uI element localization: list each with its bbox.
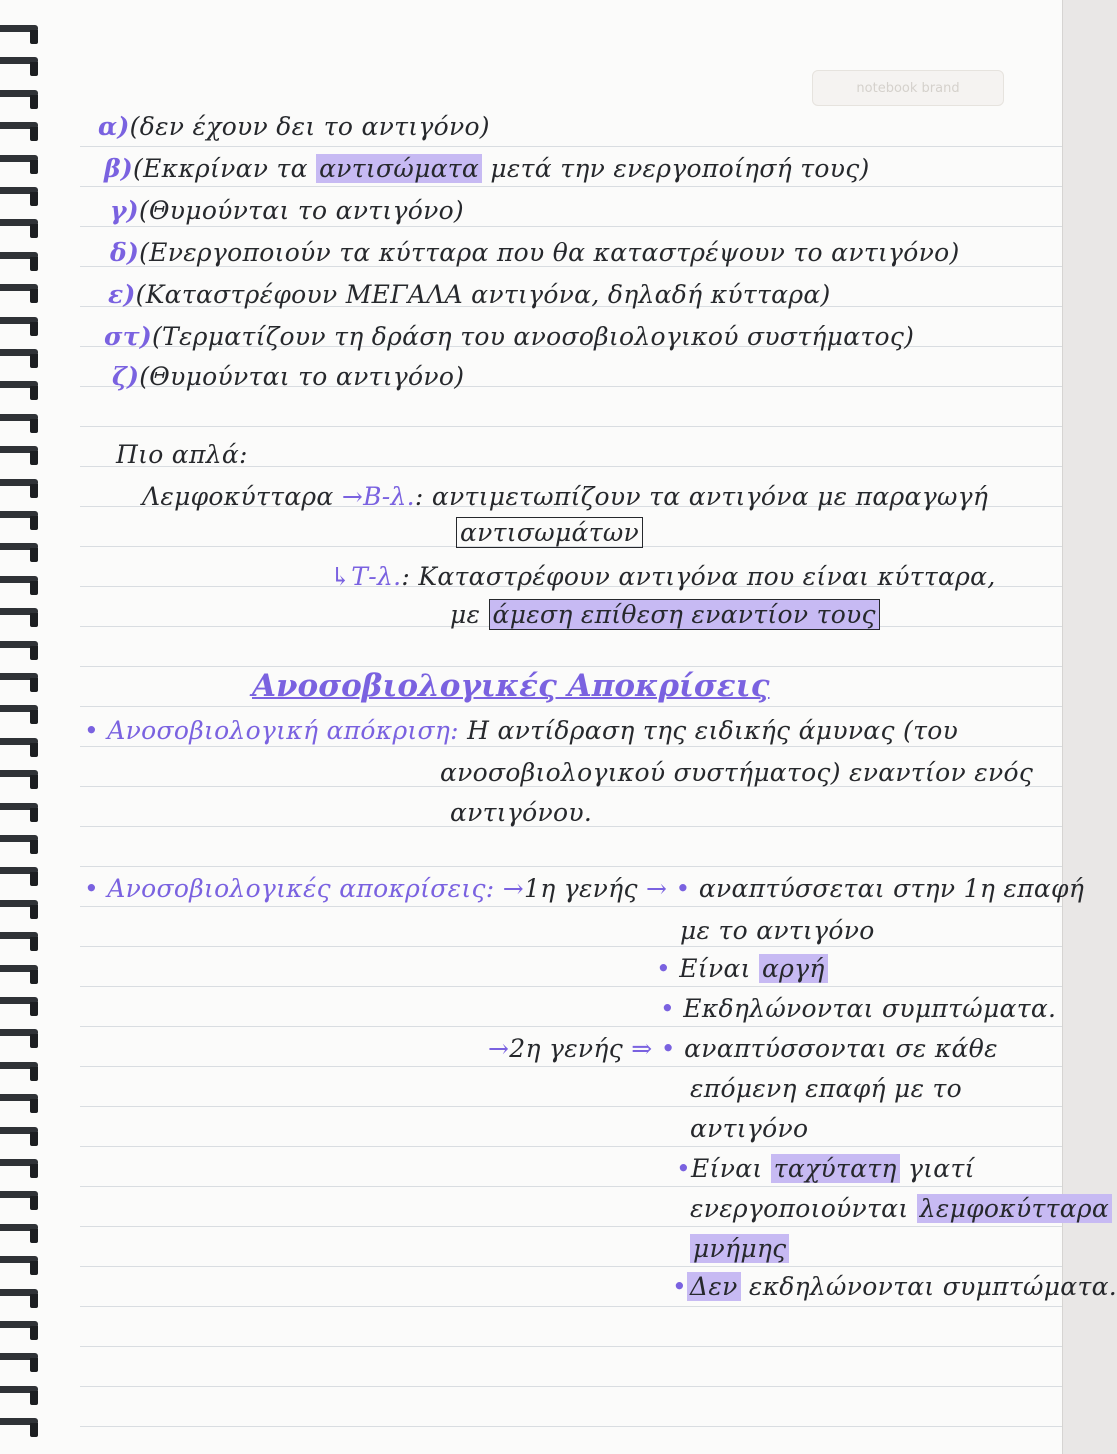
spiral-ring — [0, 965, 40, 985]
spiral-ring — [0, 932, 40, 952]
spiral-ring — [0, 803, 40, 823]
spiral-ring — [0, 867, 40, 887]
primary-line-3: • Είναι αργή — [656, 954, 828, 983]
primary-line-4: • Εκδηλώνονται συμπτώματα. — [660, 994, 1057, 1023]
spiral-ring — [0, 1159, 40, 1179]
secondary-line-1: →2η γενής ⇒ • αναπτύσσονται σε κάθε — [488, 1034, 998, 1063]
definition-line-3: αντιγόνου. — [450, 798, 593, 827]
types-line: • Ανοσοβιολογικές αποκρίσεις: →1η γενής → • αναπτύσσεται στην 1η επαφή — [84, 874, 1085, 903]
ruled-line — [80, 1346, 1062, 1347]
ruled-line — [80, 706, 1062, 707]
spiral-ring — [0, 835, 40, 855]
answer-b: β)(Εκκρίναν τα αντισώματα μετά την ενεργοποίησή τους) — [104, 154, 870, 183]
boxed-term: αντισωμάτων — [456, 517, 643, 548]
b-lymphocytes-box — [456, 518, 643, 547]
spiral-ring — [0, 543, 40, 563]
ruled-line — [80, 986, 1062, 987]
spiral-ring — [0, 705, 40, 725]
spiral-ring — [0, 252, 40, 272]
spiral-ring — [0, 1191, 40, 1211]
spiral-ring — [0, 381, 40, 401]
ruled-line — [80, 1426, 1062, 1427]
highlight: άμεση επίθεση εναντίον τους — [489, 599, 880, 630]
ruled-line — [80, 746, 1062, 747]
b-lymphocytes-line: Λεμφοκύτταρα →Β-λ.: αντιμετωπίζουν τα αντιγόνα με παραγωγή — [142, 482, 989, 511]
spiral-ring — [0, 738, 40, 758]
spiral-ring — [0, 1321, 40, 1341]
spiral-ring — [0, 1094, 40, 1114]
definition-term: Ανοσοβιολογική απόκριση: — [107, 716, 459, 745]
answer-e: ε)(Καταστρέφουν ΜΕΓΑΛΑ αντιγόνα, δηλαδή κύτταρα) — [108, 280, 831, 309]
section-title: Ανοσοβιολογικές Αποκρίσεις — [252, 668, 770, 704]
spiral-ring — [0, 1418, 40, 1438]
answer-f: στ)(Τερματίζουν τη δράση του ανοσοβιολογικού συστήματος) — [104, 322, 915, 351]
answer-c: γ)(Θυμούνται το αντιγόνο) — [110, 196, 464, 225]
ruled-line — [80, 946, 1062, 947]
spiral-ring — [0, 479, 40, 499]
highlight: μνήμης — [690, 1234, 789, 1263]
spiral-ring — [0, 1224, 40, 1244]
ruled-line — [80, 226, 1062, 227]
ruled-line — [80, 1186, 1062, 1187]
spiral-ring — [0, 673, 40, 693]
spiral-ring — [0, 1386, 40, 1406]
ruled-line — [80, 1306, 1062, 1307]
spiral-ring — [0, 1353, 40, 1373]
highlight: λεμφοκύτταρα — [917, 1194, 1112, 1223]
spiral-ring — [0, 349, 40, 369]
simpler-label: Πιο απλά: — [116, 440, 248, 469]
spiral-binding — [0, 25, 42, 1445]
spiral-ring — [0, 57, 40, 77]
spiral-ring — [0, 1062, 40, 1082]
spiral-ring — [0, 770, 40, 790]
ruled-line — [80, 146, 1062, 147]
highlight: Δεν — [687, 1272, 741, 1301]
secondary-line-7: • Δεν εκδηλώνονται συμπτώματα. — [672, 1272, 1117, 1301]
ruled-line — [80, 866, 1062, 867]
highlight: αντισώματα — [316, 154, 482, 183]
answer-a: α)(δεν έχουν δει το αντιγόνο) — [98, 112, 490, 141]
spiral-ring — [0, 317, 40, 337]
spiral-ring — [0, 608, 40, 628]
definition-line-1: • Ανοσοβιολογική απόκριση: Η αντίδραση της ειδικής άμυνας (του — [84, 716, 959, 745]
spiral-ring — [0, 446, 40, 466]
highlight: ταχύτατη — [771, 1154, 900, 1183]
ruled-line — [80, 186, 1062, 187]
t-lymphocytes-line: ↳Τ-λ.: Καταστρέφουν αντιγόνα που είναι κύτταρα, — [330, 562, 996, 591]
definition-line-2: ανοσοβιολογικού συστήματος) εναντίον ενός — [440, 758, 1034, 787]
spiral-ring — [0, 1127, 40, 1147]
spiral-ring — [0, 997, 40, 1017]
answer-marker: α) — [98, 112, 130, 141]
secondary-line-4: •Είναι ταχύτατη γιατί — [676, 1154, 975, 1183]
ruled-line — [80, 1226, 1062, 1227]
spiral-ring — [0, 1289, 40, 1309]
ruled-line — [80, 1266, 1062, 1267]
secondary-line-3: αντιγόνο — [690, 1114, 809, 1143]
spiral-ring — [0, 900, 40, 920]
ruled-line — [80, 426, 1062, 427]
spiral-ring — [0, 284, 40, 304]
spiral-ring — [0, 155, 40, 175]
ruled-line — [80, 666, 1062, 667]
spiral-ring — [0, 187, 40, 207]
answer-d: δ)(Ενεργοποιούν τα κύτταρα που θα καταστρέψουν το αντιγόνο) — [110, 238, 960, 267]
spiral-ring — [0, 576, 40, 596]
spiral-ring — [0, 511, 40, 531]
spiral-ring — [0, 122, 40, 142]
ruled-line — [80, 1066, 1062, 1067]
spiral-ring — [0, 1029, 40, 1049]
spiral-ring — [0, 219, 40, 239]
spiral-ring — [0, 1256, 40, 1276]
spiral-ring — [0, 90, 40, 110]
ruled-line — [80, 1106, 1062, 1107]
answer-g: ζ)(Θυμούνται το αντιγόνο) — [112, 362, 465, 391]
ruled-line — [80, 906, 1062, 907]
brand-stamp: notebook brand — [812, 70, 1004, 106]
t-lymphocytes-attack: με άμεση επίθεση εναντίον τους — [450, 600, 880, 629]
spiral-ring — [0, 414, 40, 434]
spiral-ring — [0, 641, 40, 661]
spiral-ring — [0, 25, 40, 45]
ruled-line — [80, 1026, 1062, 1027]
ruled-line — [80, 1386, 1062, 1387]
secondary-line-5: ενεργοποιούνται λεμφοκύτταρα — [690, 1194, 1112, 1223]
primary-line-2: με το αντιγόνο — [680, 916, 875, 945]
types-term: Ανοσοβιολογικές αποκρίσεις: — [107, 874, 495, 903]
highlight: αργή — [759, 954, 828, 983]
secondary-line-6 — [690, 1234, 789, 1263]
ruled-line — [80, 1146, 1062, 1147]
secondary-line-2: επόμενη επαφή με το — [690, 1074, 963, 1103]
